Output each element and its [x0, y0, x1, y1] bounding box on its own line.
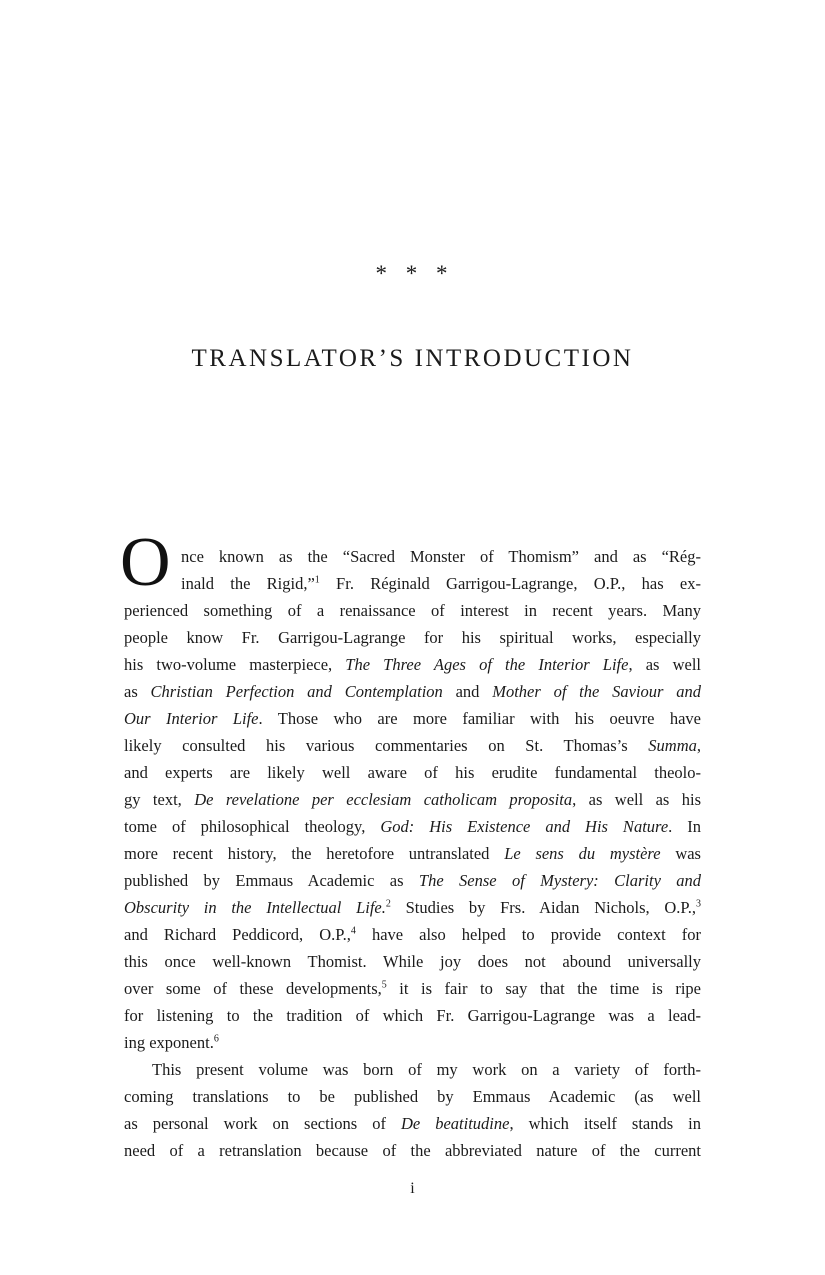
text-run: and [442, 682, 493, 701]
text-run: over some of these developments, [124, 979, 382, 998]
italic-text: God: His Existence and His Nature [380, 817, 669, 836]
text-run: and Richard Peddicord, O.P., [124, 925, 351, 944]
text-run: Studies by Frs. Aidan Nichols, O.P., [390, 898, 696, 917]
text-run: This present volume was born of my work on a variety of forth- [152, 1060, 701, 1079]
text-run: more recent history, the heretofore untranslated [124, 844, 505, 863]
body-line [124, 813, 701, 840]
text-run: as personal work on sections of [124, 1114, 401, 1133]
text-run: , which itself stands in [509, 1114, 701, 1133]
text-run: coming translations to be published by Emmaus Academic (as well [124, 1087, 701, 1106]
text-run: published by Emmaus Academic as [124, 871, 419, 890]
body-line [124, 1002, 701, 1029]
text-run: , [696, 736, 701, 755]
body-line [124, 786, 701, 813]
text-run: , as well as his [572, 790, 702, 809]
text-run: Fr. Réginald Garrigou-Lagrange, O.P., has ex- [319, 574, 701, 593]
text-run: tome of philosophical theology, [124, 817, 381, 836]
text-run: have also helped to provide context for [355, 925, 701, 944]
italic-text: Mother of the Saviour and [492, 682, 701, 701]
text-run: likely consulted his various commentaries on St. Thomas’s [124, 736, 649, 755]
italic-text: De beatitudine [400, 1114, 510, 1133]
text-run: , as well [628, 655, 702, 674]
text-run: . Those who are more familiar with his oeuvre have [258, 709, 701, 728]
footnote-ref: 1 [314, 574, 320, 586]
text-run: . In [668, 817, 702, 836]
body-line [124, 732, 701, 759]
body-line [124, 1137, 701, 1164]
body-line [124, 597, 701, 624]
italic-text: Our Interior Life [124, 709, 259, 728]
body-line [124, 1056, 701, 1083]
page-number: i [410, 1180, 415, 1197]
footnote-ref: 6 [213, 1033, 219, 1045]
body-line [124, 948, 701, 975]
text-run: ing exponent. [124, 1033, 214, 1052]
body-line [124, 651, 701, 678]
body-line [124, 1110, 701, 1137]
italic-text: Le sens du mystère [504, 844, 661, 863]
body-line [124, 840, 701, 867]
text-run: perienced something of a renaissance of interest in recent years. Many [124, 601, 701, 620]
body-line [124, 678, 701, 705]
body-line [124, 867, 701, 894]
footnote-ref: 2 [385, 898, 391, 910]
text-run: inald the Rigid,” [181, 574, 315, 593]
text-run: as [124, 682, 151, 701]
text-run: people know Fr. Garrigou-Lagrange for his spiritual works, especially [124, 628, 701, 647]
body-line [124, 921, 701, 948]
chapter-title: TRANSLATOR’S INTRODUCTION [191, 345, 634, 372]
italic-text: Summa [648, 736, 697, 755]
body-line [124, 1029, 701, 1056]
italic-text: The Three Ages of the Interior Life [345, 655, 629, 674]
body-line [124, 759, 701, 786]
body-line [124, 543, 701, 570]
text-run: nce known as the “Sacred Monster of Thomism” and as “Rég- [181, 547, 701, 566]
body-line [124, 570, 701, 597]
footnote-ref: 4 [350, 925, 356, 937]
text-run: for listening to the tradition of which Fr. Garrigou-Lagrange was a lead- [124, 1006, 701, 1025]
body-line [124, 624, 701, 651]
body-text [124, 543, 701, 1164]
italic-text: De revelatione per ecclesiam catholicam proposita [194, 790, 573, 809]
text-run: gy text, [124, 790, 195, 809]
body-line [124, 894, 701, 921]
text-run: was [660, 844, 701, 863]
text-run: and experts are likely well aware of his erudite fundamental theolo- [124, 763, 701, 782]
text-run: need of a retranslation because of the abbreviated nature of the current [124, 1141, 701, 1160]
text-run: this once well-known Thomist. While joy does not abound universally [124, 952, 701, 971]
body-line [124, 1083, 701, 1110]
italic-text: Christian Perfection and Contemplation [150, 682, 443, 701]
text-run: it is fair to say that the time is ripe [386, 979, 701, 998]
drop-cap: O [120, 524, 171, 601]
italic-text: The Sense of Mystery: Clarity and [418, 871, 702, 890]
footnote-ref: 5 [381, 979, 387, 991]
body-line [124, 975, 701, 1002]
text-run: his two-volume masterpiece, [124, 655, 346, 674]
italic-text: Obscurity in the Intellectual Life. [124, 898, 386, 917]
section-ornament: * * * [375, 261, 450, 286]
footnote-ref: 3 [696, 898, 701, 910]
body-line [124, 705, 701, 732]
